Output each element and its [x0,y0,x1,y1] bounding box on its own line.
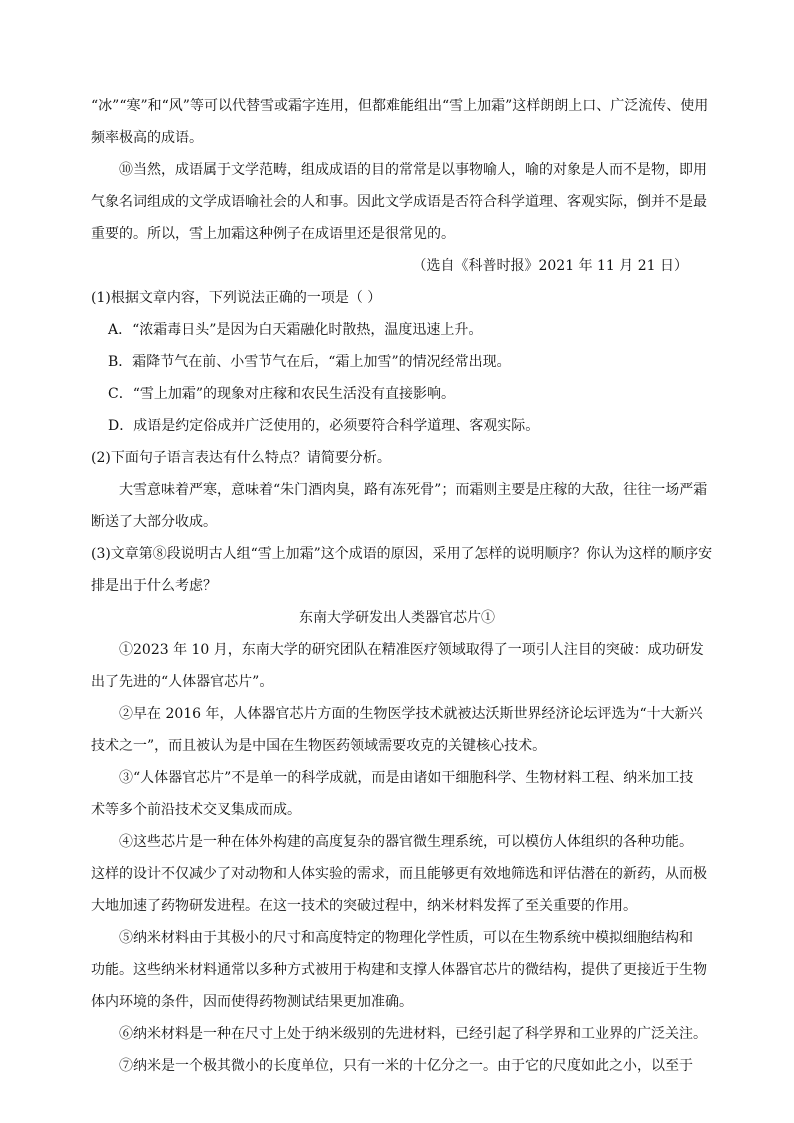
option-a: A．“浓霜毒日头”是因为白天霜融化时散热，温度迅速上升。 [108,322,483,338]
text-line: 断送了大部分收成。 [91,514,217,530]
text-line: 重要的。所以，雪上加霜这种例子在成语里还是很常见的。 [91,226,455,242]
quoted-sentence: 大雪意味着严寒，意味着“朱门酒肉臭，路有冻死骨”；而霜则主要是庄稼的大敌，往往一场严霜 [119,482,708,498]
paragraph-3: ③“人体器官芯片”不是单一的科学成就，而是由诸如干细胞科学、生物材料工程、纳米加工技 [119,770,694,786]
text-line: 频率极高的成语。 [91,130,203,146]
text-line: 功能。这些纳米材料通常以多种方式被用于构建和支撑人体器官芯片的微结构，提供了更接近于生物 [91,962,707,978]
source-citation: （选自《科普时报》2021 年 11 月 21 日） [412,258,688,274]
text-line: 这样的设计不仅减少了对动物和人体实验的需求，而且能够更有效地筛选和评估潜在的新药，从而极 [91,866,707,882]
paragraph-10: ⑩当然，成语属于文学范畴，组成成语的目的常常是以事物喻人，喻的对象是人而不是物，即用 [119,162,707,178]
question-2: (2)下面句子语言表达有什么特点？请简要分析。 [91,450,391,466]
text-line: 技术之一”，而且被认为是中国在生物医药领域需要攻克的关键核心技术。 [91,738,547,754]
paragraph-2: ②早在 2016 年，人体器官芯片方面的生物医学技术就被达沃斯世界经济论坛评选为“十大新兴 [119,706,703,722]
paragraph-7: ⑦纳米是一个极其微小的长度单位，只有一米的十亿分之一。由于它的尺度如此之小，以至于 [119,1058,693,1074]
text-line: 大地加速了药物研发进程。在这一技术的突破过程中，纳米材料发挥了至关重要的作用。 [91,898,637,914]
text-line: 术等多个前沿技术交叉集成而成。 [91,802,301,818]
text-line: “冰”“寒”和“风”等可以代替雪或霜字连用，但都难能组出“雪上加霜”这样朗朗上口、广泛流传、使用 [91,98,709,114]
text-line: 排是出于什么考虑？ [91,578,217,594]
paragraph-4: ④这些芯片是一种在体外构建的高度复杂的器官微生理系统，可以模仿人体组织的各种功能。 [119,834,693,850]
text-line: 气象名词组成的文学成语喻社会的人和事。因此文学成语是否符合科学道理、客观实际，倒并不是最 [91,194,707,210]
question-3: (3)文章第⑧段说明古人组“雪上加霜”这个成语的原因，采用了怎样的说明顺序？你认为这样的顺序安 [91,546,713,562]
article-title: 东南大学研发出人类器官芯片① [299,610,495,626]
text-line: 出了先进的“人体器官芯片”。 [91,674,274,690]
option-d: D．成语是约定俗成并广泛使用的，必须要符合科学道理、客观实际。 [108,418,540,434]
text-line: 体内环境的条件，因而使得药物测试结果更加准确。 [91,994,413,1010]
paragraph-1: ①2023 年 10 月，东南大学的研究团队在精准医疗领域取得了一项引人注目的突破：成功研发 [119,642,704,658]
paragraph-5: ⑤纳米材料由于其极小的尺寸和高度特定的物理化学性质，可以在生物系统中模拟细胞结构和 [119,930,693,946]
paragraph-6: ⑥纳米材料是一种在尺寸上处于纳米级别的先进材料，已经引起了科学界和工业界的广泛关注。 [119,1026,707,1042]
option-b: B．霜降节气在前、小雪节气在后，“霜上加雪”的情况经常出现。 [108,354,511,370]
question-1: (1)根据文章内容，下列说法正确的一项是（ ） [91,290,382,306]
option-c: C．“雪上加霜”的现象对庄稼和农民生活没有直接影响。 [108,386,456,402]
